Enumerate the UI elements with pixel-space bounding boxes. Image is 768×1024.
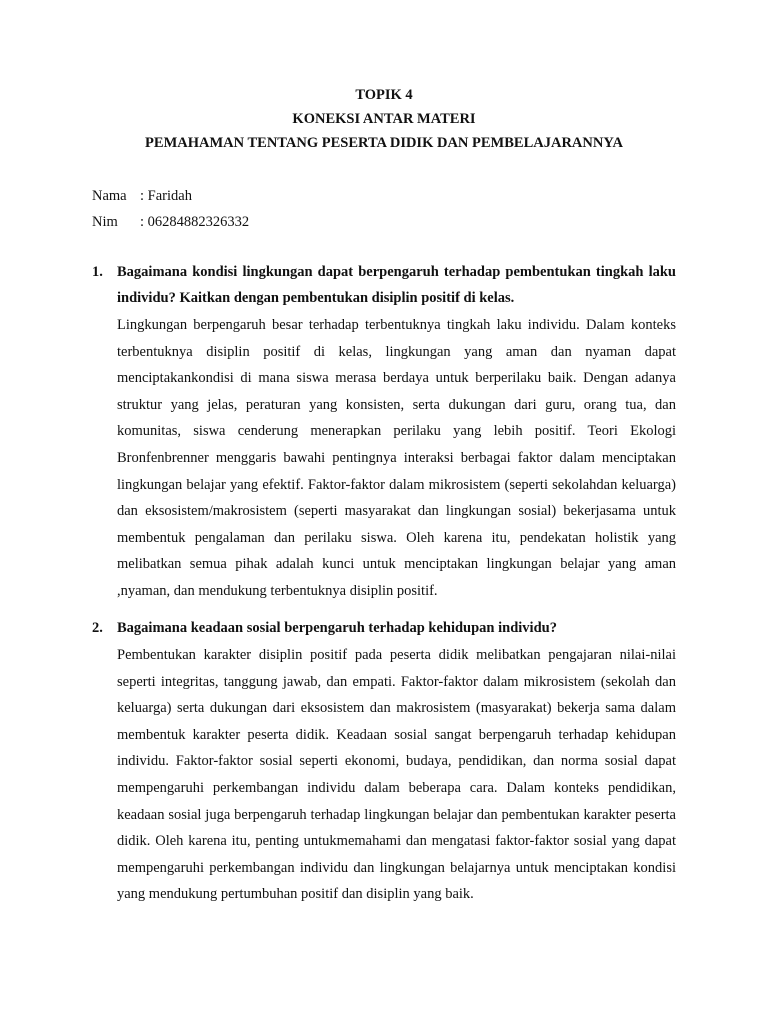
nim-row xyxy=(92,209,249,235)
document-header xyxy=(0,83,768,155)
identity-block xyxy=(92,183,249,235)
question-1 xyxy=(92,259,676,605)
question-text: Bagaimana keadaan sosial berpengaruh terhadap kehidupan individu? xyxy=(117,620,557,636)
name-label: Nama xyxy=(92,188,127,204)
topic-heading: TOPIK 4 xyxy=(355,87,413,103)
answer-paragraph: Pembentukan karakter disiplin positif pada peserta didik melibatkan pengajaran nilai-nilai seperti integritas, tanggung jawab, dan empati. Faktor-faktor dalam mikrosistem (sekolah dan keluarga) serta dukungan dari eksosistem dan makrosistem (masyarakat) bekerja sama dalam membentuk karakter peserta didik. Keadaan sosial sangat berpengaruh terhadap kehidupan individu. Faktor-faktor sosial seperti ekonomi, budaya, pendidikan, dan norma sosial dapat mempengaruhi perkembangan individu dalam beberapa cara. Dalam konteks pendidikan, keadaan sosial juga berpengaruh terhadap lingkungan belajar dan pembentukan karakter peserta didik. Oleh karena itu, penting untukmemahami dan mengatasi faktor-faktor sosial yang dapat mempengaruhi perkembangan individu dan lingkungan belajarnya untuk menciptakan kondisi yang mendukung pertumbuhan positif dan disiplin yang baik. xyxy=(117,647,676,903)
name-value: : Faridah xyxy=(140,188,192,204)
answer-text xyxy=(117,312,676,605)
answer-paragraph: Lingkungan berpengaruh besar terhadap terbentuknya tingkah laku individu. Dalam konteks terbentuknya disiplin positif di kelas, lingkungan yang aman dan nyaman dapat menciptakankondisi di mana siswa merasa berdaya untuk berperilaku baik. Dengan adanya struktur yang jelas, peraturan yang konsisten, serta dukungan dari guru, orang tua, dan komunitas, siswa cenderung menerapkan perilaku yang lebih positif. Teori Ekologi Bronfenbrenner menggaris bawahi pentingnya interaksi berbagai faktor dalam menciptakan lingkungan belajar yang efektif. Faktor-faktor dalam mikrosistem (seperti sekolahdan keluarga) dan eksosistem/makrosistem (seperti masyarakat dan lingkungan sosial) bekerjasama untuk membentuk pengalaman dan perilaku siswa. Oleh karena itu, pendekatan holistik yang melibatkan semua pihak adalah kunci untuk menciptakan lingkungan belajar yang aman ,nyaman, dan mendukung terbentuknya disiplin positif. xyxy=(117,317,676,599)
question-number: 1. xyxy=(92,264,103,280)
name-row xyxy=(92,183,249,209)
subtitle-heading: KONEKSI ANTAR MATERI xyxy=(292,111,476,127)
title-heading: PEMAHAMAN TENTANG PESERTA DIDIK DAN PEMBELAJARANNYA xyxy=(145,135,623,151)
nim-value: : 06284882326332 xyxy=(140,214,250,230)
question-number: 2. xyxy=(92,620,103,636)
question-text: Bagaimana kondisi lingkungan dapat berpengaruh terhadap pembentukan tingkah laku individu? Kaitkan dengan pembentukan disiplin positif di kelas. xyxy=(117,264,676,306)
nim-label: Nim xyxy=(92,214,118,230)
answer-text xyxy=(117,642,676,908)
question-2 xyxy=(92,615,676,908)
